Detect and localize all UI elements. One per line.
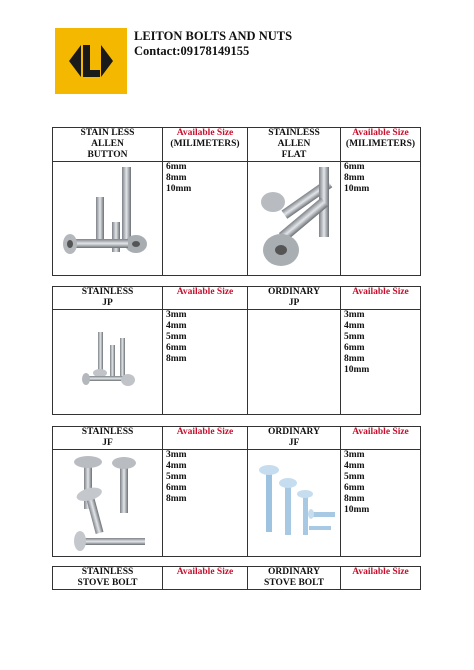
product-table-stove-bolt xyxy=(52,566,421,590)
available-size-header: Available Size xyxy=(163,427,248,450)
product-title-stainless-allen-flat: STAINLESS ALLEN FLAT xyxy=(248,128,341,162)
available-size-header: Available Size (MILIMETERS) xyxy=(163,128,248,162)
product-title-stainless-jp: STAINLESS JP xyxy=(53,287,163,310)
size-list: 6mm 8mm 10mm xyxy=(341,162,421,276)
product-title-stainless-allen-button: STAIN LESS ALLEN BUTTON xyxy=(53,128,163,162)
available-size-header: Available Size xyxy=(163,567,248,590)
company-name: LEITON BOLTS AND NUTS xyxy=(134,29,293,43)
size-list: 6mm 8mm 10mm xyxy=(163,162,248,276)
product-title-ordinary-stove-bolt: ORDINARY STOVE BOLT xyxy=(248,567,341,590)
product-table-allen xyxy=(52,127,421,276)
company-header xyxy=(134,29,292,59)
size-list: 3mm 4mm 5mm 6mm 8mm 10mm xyxy=(341,450,421,557)
available-size-header: Available Size xyxy=(341,567,421,590)
stainless-jp-screw-image xyxy=(53,310,163,415)
allen-button-bolt-image xyxy=(53,162,163,276)
allen-flat-bolt-image xyxy=(248,162,341,276)
stainless-jf-screw-image xyxy=(53,450,163,557)
product-title-ordinary-jp: ORDINARY JP xyxy=(248,287,341,310)
product-table-jf xyxy=(52,426,421,557)
available-size-header: Available Size (MILIMETERS) xyxy=(341,128,421,162)
product-table-jp xyxy=(52,286,421,415)
available-size-header: Available Size xyxy=(341,287,421,310)
product-title-stainless-stove-bolt: STAINLESS STOVE BOLT xyxy=(53,567,163,590)
ordinary-jf-screw-image xyxy=(248,450,341,557)
logo-emblem-icon xyxy=(55,28,127,94)
size-list: 3mm 4mm 5mm 6mm 8mm xyxy=(163,450,248,557)
product-title-ordinary-jf: ORDINARY JF xyxy=(248,427,341,450)
available-size-header: Available Size xyxy=(163,287,248,310)
company-contact: Contact:09178149155 xyxy=(134,44,250,58)
available-size-header: Available Size xyxy=(341,427,421,450)
empty-image-cell xyxy=(248,310,341,415)
product-title-stainless-jf: STAINLESS JF xyxy=(53,427,163,450)
size-list: 3mm 4mm 5mm 6mm 8mm 10mm xyxy=(341,310,421,415)
size-list: 3mm 4mm 5mm 6mm 8mm xyxy=(163,310,248,415)
company-logo xyxy=(55,28,127,94)
